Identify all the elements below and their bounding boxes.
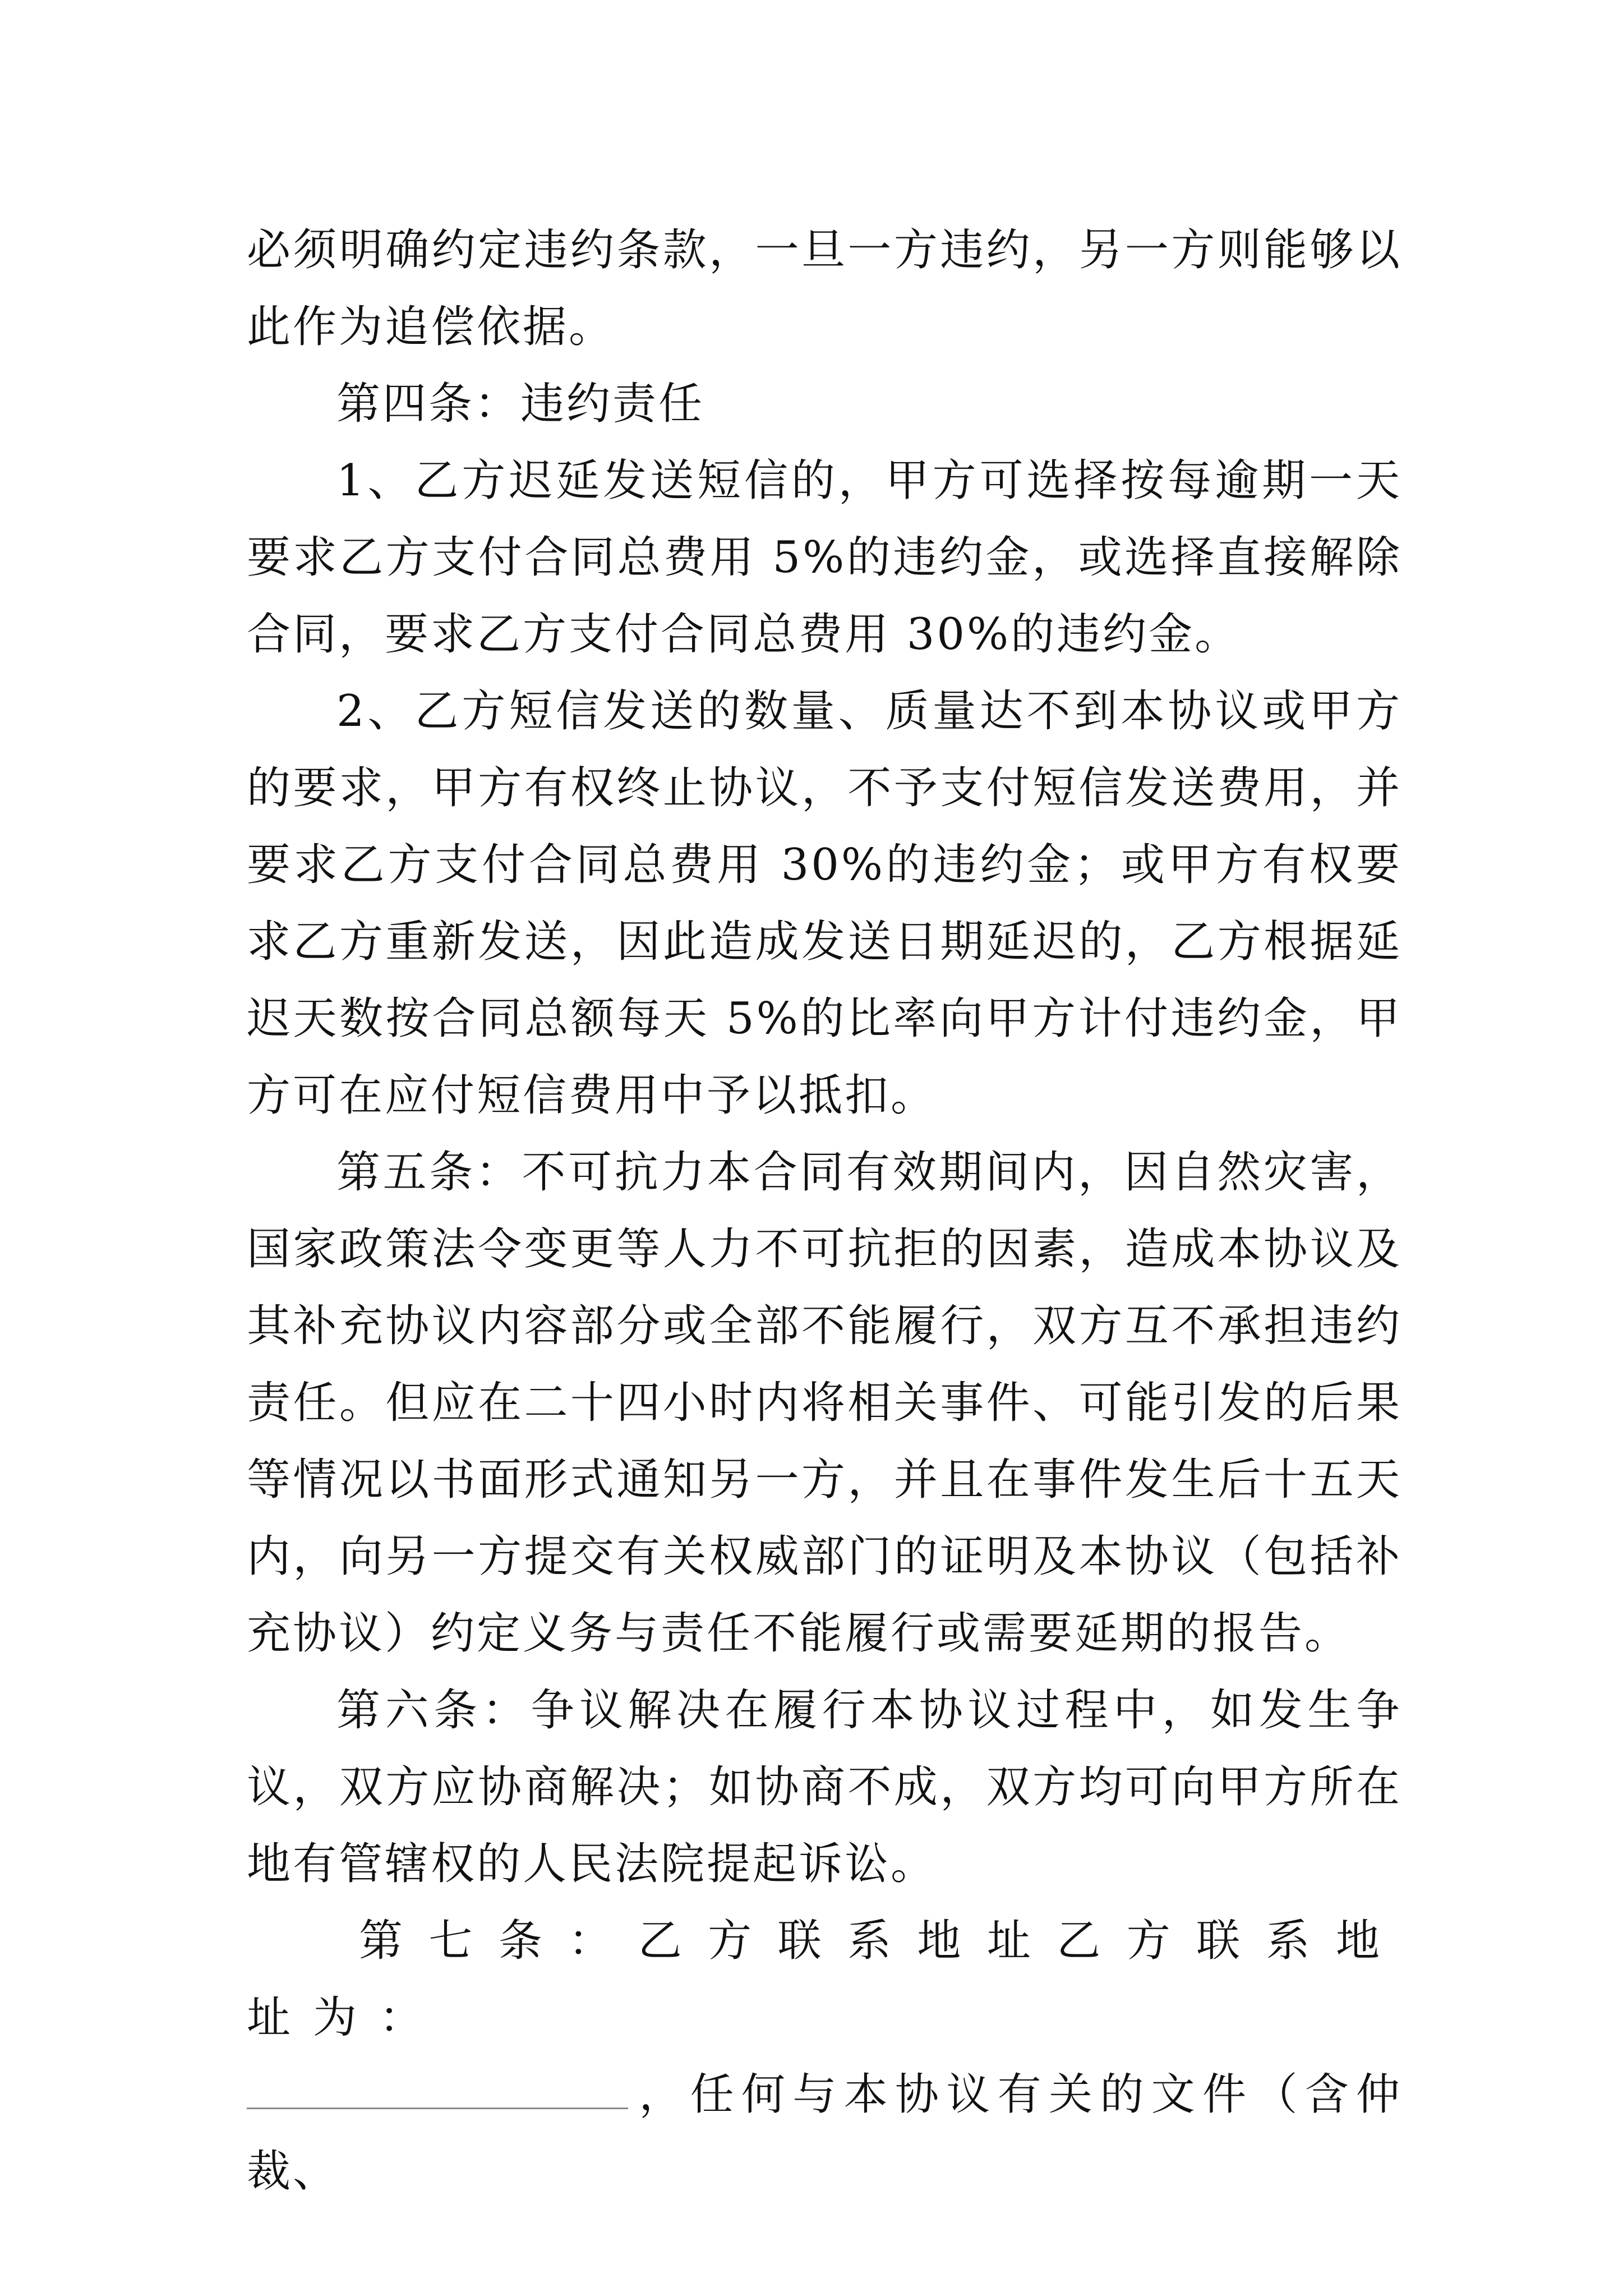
document-body (247, 212, 1402, 2210)
article-7-heading: 第七条：乙方联系地址乙方联系地址为： (247, 1916, 1402, 2043)
article-6-dispute-resolution: 第六条：争议解决在履行本协议过程中，如发生争议，双方应协商解决；如协商不成，双方均可向甲方所在地有管辖权的人民法院提起诉讼。 (247, 1685, 1402, 1889)
article-4-heading: 第四条：违约责任 (336, 379, 705, 429)
paragraph-continuation: 必须明确约定违约条款，一旦一方违约，另一方则能够以此作为追偿依据。 (247, 225, 1402, 352)
article-7-address-line (247, 2056, 1402, 2210)
address-blank-line (247, 2068, 628, 2109)
article-4-clause-1: 1、乙方迟延发送短信的，甲方可选择按每逾期一天要求乙方支付合同总费用 5%的违约金，或选择直接解除合同，要求乙方支付合同总费用 30%的违约金。 (247, 455, 1402, 660)
article-4-clause-2: 2、乙方短信发送的数量、质量达不到本协议或甲方的要求，甲方有权终止协议，不予支付短信发送费用，并要求乙方支付合同总费用 30%的违约金；或甲方有权要求乙方重新发送，因此造成发送日期延迟的，乙方根据延迟天数按合同总额每天 5%的比率向甲方计付违约金，甲方可在应付短信费用中予以抵扣。 (247, 686, 1402, 1121)
article-5-force-majeure: 第五条：不可抗力本合同有效期间内，因自然灾害，国家政策法令变更等人力不可抗拒的因素，造成本协议及其补充协议内容部分或全部不能履行，双方互不承担违约责任。但应在二十四小时内将相关事件、可能引发的后果等情况以书面形式通知另一方，并且在事件发生后十五天内，向另一方提交有关权威部门的证明及本协议（包括补充协议）约定义务与责任不能履行或需要延期的报告。 (247, 1147, 1402, 1659)
article-7-continuation: ，任何与本协议有关的文件（含仲裁、 (247, 2069, 1402, 2197)
